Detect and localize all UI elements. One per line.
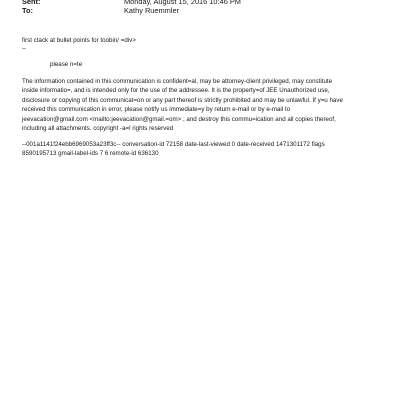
to-row [22,6,179,15]
sent-label: Sent: [22,0,41,6]
body-line-please-note: please n=te [50,61,83,68]
metadata-line: --001a1141f24ebb6969053a23ff3c-- conversation-id 72158 date-last-viewed 0 date-received 1471301172 flags [22,141,325,148]
metadata-line: 8590195713 gmail-label-ids 7 6 remote-id 636130 [22,150,159,158]
disclaimer-line: received this communication in error, please notify us immediate=y by return e-mail or by e-mail to [22,106,291,114]
disclaimer-line: inside informatio=, and is intended only for the use of the addressee. It is the property=of JEE Unauthorized use, [22,87,330,95]
body-line-first: first ctack at bullet points for toobin/ =div> [22,37,136,44]
to-value: Kathy Ruemmler [124,6,180,15]
disclaimer-line: disclosure or copying of this communicat=on or any part thereof is strictly prohibited and may be unlawful. If y=u have [22,96,343,104]
disclaimer-line: jeevacation@gmail.com <mailto:jeevacation@gmail.=om> , and destroy this commu=ication and all copies thereof, [22,115,336,123]
disclaimer-line: including all attachments. copyright -a=l rights reserved [22,125,174,133]
body-line-dashes: -- [22,45,27,52]
sent-value: Monday, August 15, 2016 10:46 PM [124,0,241,6]
disclaimer-line: The information contained in this communication is confident=al, may be attorney-client privileged, may constitute [22,78,333,85]
metadata-footer [22,140,382,159]
disclaimer-paragraph [22,77,382,133]
to-label: To: [22,6,33,15]
